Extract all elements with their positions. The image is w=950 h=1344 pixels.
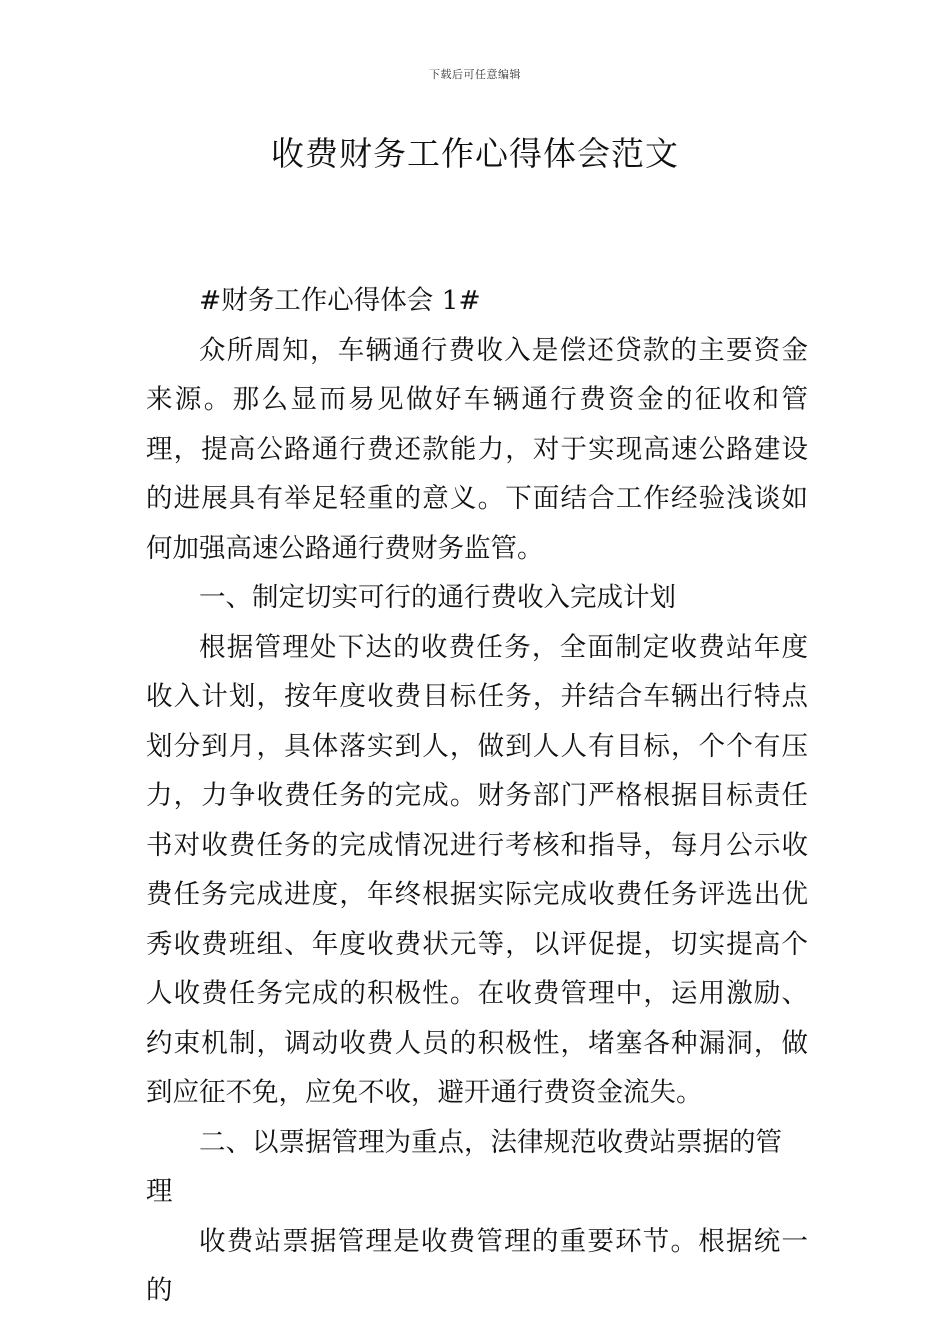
paragraph-intro: 众所周知，车辆通行费收入是偿还贷款的主要资金来源。那么显而易见做好车辆通行费资金的征收和管理，提高公路通行费还款能力，对于实现高速公路建设的进展具有举足轻重的意义。下面结合工作经验浅谈如何加强高速公路通行费财务监管。 [146, 334, 808, 564]
paragraph-receipts: 收费站票据管理是收费管理的重要环节。根据统一的 [146, 1225, 808, 1306]
section-heading-plan: 一、制定切实可行的通行费收入完成计划 [199, 582, 676, 613]
section-heading-receipts: 二、以票据管理为重点，法律规范收费站票据的管理 [146, 1126, 782, 1207]
document-body [146, 276, 808, 1316]
paragraph-plan: 根据管理处下达的收费任务，全面制定收费站年度收入计划，按年度收费目标任务，并结合车辆出行特点划分到月，具体落实到人，做到人人有目标，个个有压力，力争收费任务的完成。财务部门严格根据目标责任书对收费任务的完成情况进行考核和指导，每月公示收费任务完成进度，年终根据实际完成收费任务评选出优秀收费班组、年度收费状元等，以评促提，切实提高个人收费任务完成的积极性。在收费管理中，运用激励、约束机制，调动收费人员的积极性，堵塞各种漏洞，做到应征不免，应免不收，避开通行费资金流失。 [146, 631, 808, 1108]
section-heading-1: #财务工作心得体会 1# [199, 285, 481, 316]
header-note: 下载后可任意编辑 [429, 68, 521, 81]
document-title: 收费财务工作心得体会范文 [271, 134, 679, 173]
